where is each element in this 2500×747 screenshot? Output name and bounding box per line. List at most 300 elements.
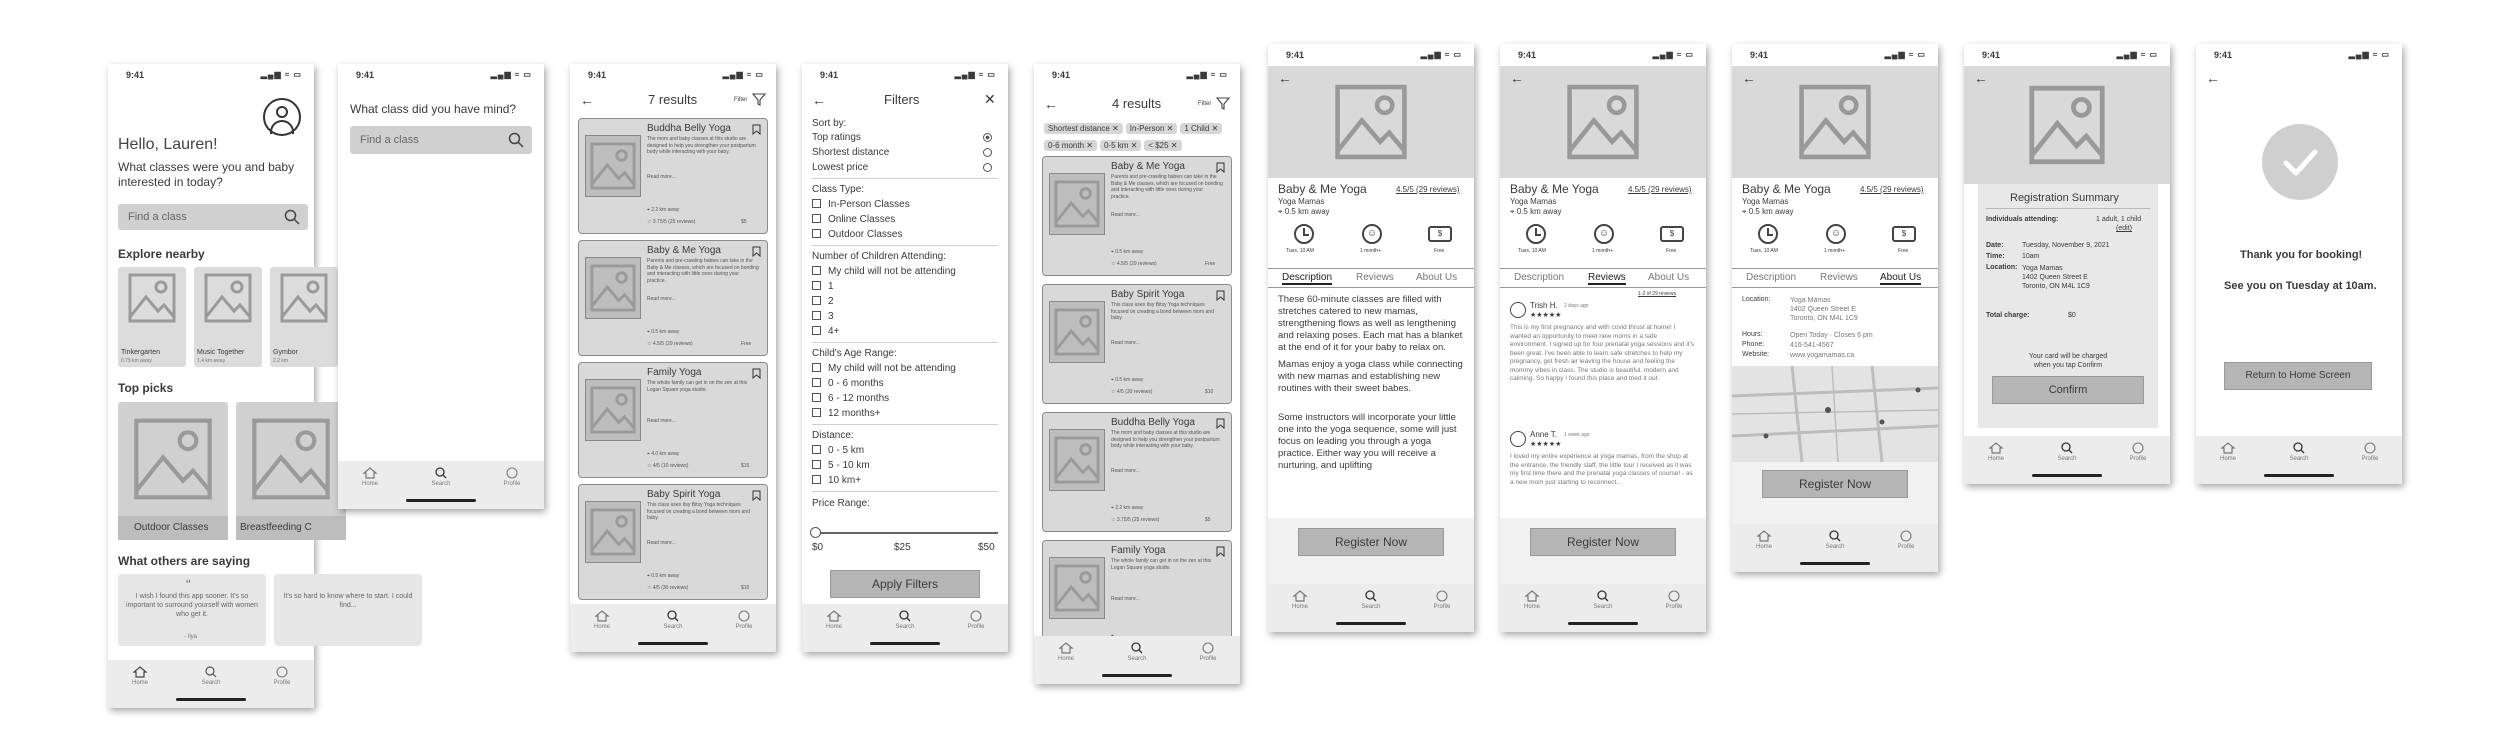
explore-card[interactable]: Gymbor 2.2 km [270, 267, 338, 367]
image-placeholder [1268, 66, 1474, 178]
distance-option[interactable]: 5 - 10 km [812, 460, 870, 471]
description-text: These 60-minute classes are filled with stretches catered to new mamas, strengthening flows as well as lengthening and relaxing poses. Each mat has a blanket at the end of it for your baby to relax on. [1278, 294, 1463, 353]
rating-link[interactable]: 4.5/5 (29 reviews) [1396, 185, 1460, 194]
testimonial-card: “ I wish I found this app sooner. It's so important to surround yourself with women who get it. - Ilya [118, 574, 266, 646]
class-name: Buddha Belly Yoga [1111, 417, 1195, 428]
tab-bar [1732, 524, 1938, 572]
filter-chip[interactable]: 0-6 month ✕ [1044, 140, 1097, 151]
tab-bar [570, 604, 776, 652]
image-placeholder-icon [280, 273, 328, 323]
tab-home[interactable]: Home [814, 610, 854, 630]
class-description: Parents and pre-crawling babies can take in the Baby & Me classes, which are focused on bonding and interacting with little ones during your practice. [647, 258, 759, 284]
register-now-button[interactable]: Register Now [1298, 528, 1444, 556]
tab-profile[interactable]: Profile [1188, 642, 1228, 662]
status-bar: 9:41 ▂▄▆ ≈ ▭ [1286, 50, 1462, 60]
rating-link[interactable]: 4.5/5 (29 reviews) [1628, 185, 1692, 194]
read-more-link[interactable]: Read more... [1111, 596, 1140, 602]
search-icon [205, 666, 217, 678]
divider [812, 342, 998, 343]
image-placeholder-icon [1798, 84, 1872, 160]
screen-filters: 9:41 ▂▄▆ ≈ ▭ ← Filters ✕ Sort by: Top ratings Shortest distance Lowest price Class Type: In-Person Classes Online Classes Outdoor Classes Number of Children Attending: My child will not be attending 1 2 3 4+ Child's Age Range: My child will not be attending 0 - 6 months 6 - 12 months 12 months+ Distance: 0 - 5 km 5 - 10 km 10 km+ Price Range: $0 $25 $50 Apply Filters Home Search Profile [802, 64, 1008, 652]
tab-search[interactable]: Search [885, 610, 925, 630]
description-text: Some instructors will incorporate your little one into the yoga sequence, some will just focus on leading you through a yoga practice. Either way you will receive a nurturing, and uplifting [1278, 412, 1457, 471]
rating: ☆ 4/5 (30 reviews) [1111, 389, 1153, 395]
price: $15 [741, 463, 750, 469]
filter-chip[interactable]: In-Person ✕ [1126, 123, 1178, 134]
status-bar: 9:41 ▂▄▆ ≈ ▭ [820, 70, 996, 80]
bookmark-icon[interactable] [1216, 546, 1225, 557]
screen-detail-reviews: 9:41 ▂▄▆ ≈ ▭ ← Baby & Me Yoga 4.5/5 (29 reviews) Yoga Mamas ⌖ 0.5 km away Tues, 10 AM ☺ 1 month+ $ Free Description Reviews About Us 1-2 of 29 reviews Trish H. 2 days ago ★★★★★ This is my first pregnancy and with covid thrust at home! I wanted an opportunity to meet new moms in a safe environment. I signed up for four prenatal yoga sessions and it's been great. I've been able to learn safe stretches to help my pregnancy, get fresh air leaving the house and feeling the mommy vibes in class. The studio is beautiful, modern and calming. So happy I found this place and tried it out. Anne T. 1 week ago ★★★★★ I loved my entire experience at yoga mamas, from the shop at the entrance, the friendly staff, the little tour I received as it was my first time there and the prenatal yoga classes of course! - as a new mom just starting to reconnect... Register Now Home Search Profile [1500, 44, 1706, 632]
tab-search[interactable]: Search [2047, 442, 2087, 462]
reviews-count: 1-2 of 29 reviews [1638, 291, 1677, 297]
class-description: This class uses Itsy Bitsy Yoga techniques focused on creating a bond between mom and baby. [647, 502, 750, 521]
image-placeholder-icon [1054, 308, 1100, 356]
reviewer-avatar [1510, 431, 1526, 447]
image-placeholder-icon [1334, 84, 1408, 160]
tab-profile[interactable]: Profile [956, 610, 996, 630]
sort-option[interactable]: Top ratings [812, 132, 861, 143]
image-placeholder-icon [133, 417, 213, 501]
status-bar: 9:41 ▂▄▆ ≈ ▭ [1052, 70, 1228, 80]
class-name: Baby & Me Yoga [1742, 182, 1831, 196]
distance: ⌖ 2.2 km away [1111, 505, 1144, 511]
bookmark-icon[interactable] [1216, 290, 1225, 301]
close-icon[interactable]: ✕ [984, 91, 996, 107]
class-name: Baby Spirit Yoga [647, 489, 721, 500]
image-placeholder-icon [128, 273, 176, 323]
type-option[interactable]: Outdoor Classes [812, 229, 902, 240]
rating: ☆ 4/5 (10 reviews) [647, 463, 689, 469]
class-name: Baby & Me Yoga [1278, 182, 1367, 196]
review-text: This is my first pregnancy and with covid thrust at home! I wanted an opportunity to meet new moms in a safe environment. I signed up for four prenatal yoga sessions and it's been great. I've been able to learn safe stretches to help my pregnancy, get fresh air leaving the house and feeling the mommy vibes in class. The studio is beautiful, modern and calming. So happy I found this place and tried it out. [1510, 324, 1695, 382]
back-arrow-icon[interactable]: ← [580, 92, 594, 108]
search-icon [1131, 642, 1143, 654]
back-arrow-icon[interactable]: ← [812, 92, 826, 108]
studio-name: Yoga Mamas [1510, 197, 1557, 206]
read-more-link[interactable]: Read more... [647, 174, 676, 180]
tab-profile[interactable]: Profile [1422, 590, 1462, 610]
filter-chip[interactable]: Shortest distance ✕ [1044, 123, 1123, 134]
tab-1[interactable]: Reviews [1588, 272, 1626, 283]
search-prompt: What class did you have mind? [350, 102, 517, 116]
checkbox[interactable] [812, 214, 821, 223]
tab-home[interactable]: Home [1976, 442, 2016, 462]
clock-icon [1294, 224, 1314, 244]
star-rating: ★★★★★ [1530, 441, 1562, 448]
tab-bar [338, 461, 544, 509]
profile-icon [2132, 442, 2144, 454]
distance: ⌖ 0.5 km away [1742, 207, 1794, 216]
class-name: Baby & Me Yoga [647, 245, 721, 256]
class-name: Baby & Me Yoga [1510, 182, 1599, 196]
tab-search[interactable]: Search [1117, 642, 1157, 662]
tab-profile[interactable]: Profile [1654, 590, 1694, 610]
age-option[interactable]: 6 - 12 months [812, 393, 889, 404]
search-icon[interactable] [284, 209, 300, 225]
age-option[interactable]: 12 months+ [812, 408, 881, 419]
sort-radio-selected[interactable] [983, 133, 992, 142]
distance-option[interactable]: 0 - 5 km [812, 445, 864, 456]
divider [812, 491, 998, 492]
back-arrow-icon[interactable]: ← [2206, 70, 2220, 86]
rating: ☆ 3.75/5 (25 reviews) [647, 219, 696, 225]
greeting: Hello, Lauren! [118, 136, 218, 153]
tab-home[interactable]: Home [120, 666, 160, 686]
tab-bar [1034, 636, 1240, 684]
rating-link[interactable]: 4.5/5 (29 reviews) [1860, 185, 1924, 194]
bookmark-icon[interactable] [752, 246, 761, 257]
image-placeholder-icon [1054, 180, 1100, 228]
clock-icon [1758, 224, 1778, 244]
bookmark-icon[interactable] [1216, 162, 1225, 173]
checkbox[interactable] [812, 229, 821, 238]
bookmark-icon[interactable] [752, 124, 761, 135]
result-card[interactable] [1042, 412, 1232, 532]
distance: ⌖ 0.5 km away [1278, 207, 1330, 216]
tab-0[interactable]: Description [1282, 272, 1333, 283]
screen-results [570, 64, 776, 652]
profile-icon [1900, 530, 1912, 542]
home-indicator [176, 698, 246, 701]
result-card[interactable] [578, 118, 768, 234]
children-option[interactable]: 1 [812, 281, 834, 292]
image-placeholder-icon [1566, 84, 1640, 160]
distance-option[interactable]: 10 km+ [812, 475, 861, 486]
children-option[interactable]: 3 [812, 311, 834, 322]
testimonial-card: It's so hard to know where to start. I could find... [274, 574, 422, 646]
price-tag-icon: $ [1660, 226, 1684, 242]
distance: ⌖ 0.5 km away [647, 573, 680, 579]
studio-name: Yoga Mamas [1278, 197, 1325, 206]
profile-icon [506, 467, 518, 479]
price: $10 [1205, 389, 1214, 395]
search-box[interactable] [118, 204, 308, 230]
tab-2[interactable]: About Us [1416, 272, 1458, 283]
class-name: Baby Spirit Yoga [1111, 289, 1185, 300]
tab-bar [1500, 584, 1706, 632]
top-picks-heading: Top picks [118, 381, 174, 395]
age-option[interactable]: 0 - 6 months [812, 378, 884, 389]
back-arrow-icon[interactable]: ← [1974, 70, 1988, 86]
read-more-link[interactable]: Read more... [647, 418, 676, 424]
back-arrow-icon[interactable]: ← [1510, 70, 1524, 86]
search-icon [667, 610, 679, 622]
tab-2[interactable]: About Us [1880, 272, 1922, 283]
image-placeholder-icon [590, 386, 636, 434]
tab-home[interactable]: Home [1512, 590, 1552, 610]
image-placeholder-icon [1054, 564, 1100, 612]
tab-profile[interactable]: Profile [2350, 442, 2390, 462]
image-placeholder [1500, 66, 1706, 178]
home-indicator [1568, 622, 1638, 625]
thank-you-text: Thank you for booking! [2240, 249, 2363, 261]
search-icon [1829, 530, 1841, 542]
divider [812, 245, 998, 246]
home-indicator [406, 499, 476, 502]
type-option[interactable]: In-Person Classes [812, 199, 910, 210]
filter-chip[interactable]: < $25 ✕ [1144, 140, 1181, 151]
tab-bar [802, 604, 1008, 652]
screen-home [108, 64, 413, 708]
location-map[interactable] [1732, 366, 1938, 462]
profile-icon [1436, 590, 1448, 602]
tab-search[interactable]: Search [2279, 442, 2319, 462]
children-option[interactable]: 2 [812, 296, 834, 307]
home-indicator [2264, 474, 2334, 477]
class-name: Family Yoga [1111, 545, 1166, 556]
search-input[interactable]: Find a class [128, 211, 187, 223]
search-box[interactable] [350, 126, 532, 154]
image-placeholder [1049, 173, 1105, 235]
home-indicator [1102, 674, 1172, 677]
result-card[interactable] [1042, 284, 1232, 404]
checkbox[interactable] [812, 199, 821, 208]
price-slider-handle[interactable] [810, 527, 821, 538]
price: Free [741, 341, 752, 347]
tab-profile[interactable]: Profile [1886, 530, 1926, 550]
screen-detail-description: 9:41 ▂▄▆ ≈ ▭ ← Baby & Me Yoga 4.5/5 (29 reviews) Yoga Mamas ⌖ 0.5 km away Tues, 10 AM ☺ 1 month+ $ Free Description Reviews About Us These 60-minute classes are filled with stretches catered to new mamas, strengthening flows as well as lengthening and relaxing poses. Each mat has a blanket at the end of it for your baby to relax on. Mamas enjoy a yoga class while connecting with new mamas and establishing new routines with their sweet babes. Some instructors will incorporate your little one into the yoga sequence, some will just focus on leading you through a yoga practice. Either way you will receive a nurturing, and uplifting Register Now Home Search Profile [1268, 44, 1474, 632]
rating: ☆ 3.75/5 (25 reviews) [1111, 517, 1160, 523]
tab-1[interactable]: Reviews [1356, 272, 1394, 283]
children-option[interactable]: My child will not be attending [812, 266, 956, 277]
status-bar: 9:41 ▂▄▆ ≈ ▭ [1982, 50, 2158, 60]
studio-name: Yoga Mamas [1742, 197, 1789, 206]
tab-search[interactable]: Search [1583, 590, 1623, 610]
image-placeholder [1964, 66, 2170, 184]
image-placeholder-icon [590, 264, 636, 312]
read-more-link[interactable]: Read more... [1111, 468, 1140, 474]
class-name: Family Yoga [647, 367, 702, 378]
tab-profile[interactable]: Profile [492, 467, 532, 487]
image-placeholder [1049, 301, 1105, 363]
class-description: The mom and baby classes at this studio are designed to help you strengthen your postpartum body while interacting with your baby. [1111, 430, 1220, 449]
baby-icon: ☺ [1362, 224, 1382, 244]
search-input[interactable]: Find a class [360, 134, 419, 146]
star-rating: ★★★★★ [1530, 312, 1562, 319]
profile-icon [970, 610, 982, 622]
image-placeholder [585, 501, 641, 563]
tab-home[interactable]: Home [350, 467, 390, 487]
see-you-text: See you on Tuesday at 10am. [2224, 280, 2377, 292]
reviews-heading: What others are saying [118, 554, 251, 568]
reviewer-avatar [1510, 302, 1526, 318]
image-placeholder-icon [251, 417, 331, 501]
distance: ⌖ 0.5 km away [1510, 207, 1562, 216]
home-icon [1525, 590, 1539, 602]
explore-card[interactable]: Music Together 1.4 km away [194, 267, 262, 367]
home-icon [595, 610, 609, 622]
read-more-link[interactable]: Read more... [647, 296, 676, 302]
home-icon [363, 467, 377, 479]
read-more-link[interactable]: Read more... [1111, 212, 1140, 218]
baby-icon: ☺ [1826, 224, 1846, 244]
tab-home[interactable]: Home [2208, 442, 2248, 462]
image-placeholder [585, 379, 641, 441]
tab-0[interactable]: Description [1514, 272, 1565, 283]
distance: ⌖ 2.2 km away [647, 207, 680, 213]
tab-search[interactable]: Search [1351, 590, 1391, 610]
bookmark-icon[interactable] [752, 490, 761, 501]
sort-option[interactable]: Lowest price [812, 162, 869, 173]
price-tag-icon: $ [1428, 226, 1452, 242]
register-now-button[interactable]: Register Now [1530, 528, 1676, 556]
home-indicator [638, 642, 708, 645]
read-more-link[interactable]: Read more... [1111, 340, 1140, 346]
status-bar: 9:41 ▂▄▆ ≈ ▭ [2214, 50, 2390, 60]
rating: ☆ 4/5 (30 reviews) [647, 585, 689, 591]
edit-link[interactable]: (edit) [2116, 225, 2132, 232]
home-indicator [1800, 562, 1870, 565]
image-placeholder-icon [204, 273, 252, 323]
result-card[interactable] [578, 362, 768, 478]
distance: ⌖ 0.5 km away [647, 329, 680, 335]
tab-1[interactable]: Reviews [1820, 272, 1858, 283]
reviewer-name: Anne T. [1530, 430, 1557, 439]
checkmark-icon [2262, 124, 2338, 200]
result-card[interactable] [1042, 156, 1232, 276]
profile-icon [1668, 590, 1680, 602]
home-icon [1989, 442, 2003, 454]
filter-icon[interactable] [1216, 97, 1230, 110]
divider [812, 424, 998, 425]
home-icon [1293, 590, 1307, 602]
status-bar: 9:41 ▂▄▆ ≈ ▭ [1750, 50, 1926, 60]
search-icon [899, 610, 911, 622]
tab-home[interactable]: Home [582, 610, 622, 630]
result-card[interactable] [578, 240, 768, 356]
summary-title: Registration Summary [2010, 192, 2119, 204]
class-description: The whole family can get in on the zen at this Logan Square yoga studio. [1111, 558, 1212, 571]
search-icon [2061, 442, 2073, 454]
price-tag-icon: $ [1892, 226, 1916, 242]
top-pick-card[interactable]: Outdoor Classes [118, 402, 228, 540]
image-placeholder [1049, 557, 1105, 619]
search-icon [435, 467, 447, 479]
price: $5 [741, 219, 747, 225]
result-card[interactable] [578, 484, 768, 600]
tab-profile[interactable]: Profile [724, 610, 764, 630]
tab-bar [1964, 436, 2170, 484]
class-name: Buddha Belly Yoga [647, 123, 731, 134]
home-indicator [870, 642, 940, 645]
quote-icon: “ [186, 576, 191, 592]
home-icon [133, 666, 147, 678]
review-text: I loved my entire experience at yoga mamas, from the shop at the entrance, the friendly staff, the little tour I received as it was my first time there and the prenatal yoga classes of course! - as a new mom just starting to reconnect... [1510, 453, 1693, 486]
tab-home[interactable]: Home [1744, 530, 1784, 550]
status-bar: 9:41 ▂▄▆ ≈ ▭ [1518, 50, 1694, 60]
avatar-icon[interactable] [263, 98, 301, 136]
apply-filters-button[interactable]: Apply Filters [830, 570, 980, 598]
active-filters [1044, 135, 1240, 153]
children-option[interactable]: 4+ [812, 326, 839, 337]
image-placeholder [585, 257, 641, 319]
back-arrow-icon[interactable]: ← [1044, 96, 1058, 112]
home-icon [2221, 442, 2235, 454]
image-placeholder-icon [2028, 85, 2106, 165]
top-pick-card[interactable]: Breastfeeding C [236, 402, 346, 540]
filter-chip[interactable]: 0-5 km ✕ [1100, 140, 1141, 151]
class-description: Parents and pre-crawling babies can take in the Baby & Me classes, which are focused on bonding and interacting with little ones during your practice. [1111, 174, 1223, 200]
bookmark-icon[interactable] [1216, 418, 1225, 429]
home-indicator [2032, 474, 2102, 477]
tab-search[interactable]: Search [191, 666, 231, 686]
profile-icon [276, 666, 288, 678]
tab-2[interactable]: About Us [1648, 272, 1690, 283]
type-option[interactable]: Online Classes [812, 214, 895, 225]
filter-chip[interactable]: 1 Child ✕ [1180, 123, 1222, 134]
tab-profile[interactable]: Profile [262, 666, 302, 686]
tab-home[interactable]: Home [1046, 642, 1086, 662]
screen-detail-about: 9:41 ▂▄▆ ≈ ▭ ← Baby & Me Yoga 4.5/5 (29 reviews) Yoga Mamas ⌖ 0.5 km away Tues, 10 AM ☺ 1 month+ $ Free Description Reviews About Us Location: Yoga Mamas 1402 Queen Street E Toronto, ON M4L 1C9 Hours: Open Today · Closes 6 pm Phone: 416-541-4567 Website: www.yogamamas.ca Register Now Home Search Profile [1732, 44, 1938, 572]
status-bar: 9:41 ▂▄▆ ≈ ▭ [356, 70, 532, 80]
explore-card[interactable]: Tinkergarten 0.75 km away [118, 267, 186, 367]
sort-radio[interactable] [983, 148, 992, 157]
tab-search[interactable]: Search [421, 467, 461, 487]
tab-home[interactable]: Home [1280, 590, 1320, 610]
tab-bar [108, 660, 314, 708]
profile-icon [738, 610, 750, 622]
home-icon [827, 610, 841, 622]
profile-icon [2364, 442, 2376, 454]
reviewer-name: Trish H. [1530, 301, 1558, 310]
filter-label[interactable]: Filter [1198, 101, 1212, 107]
class-description: The whole family can get in on the zen at this Logan Square yoga studio. [647, 380, 748, 393]
tab-profile[interactable]: Profile [2118, 442, 2158, 462]
rating: ☆ 4.5/5 (29 reviews) [1111, 261, 1157, 267]
active-filters [1044, 118, 1240, 136]
confirm-button[interactable]: Confirm [1992, 376, 2144, 404]
home-indicator [1336, 622, 1406, 625]
distance: ⌖ 0.5 km away [1111, 249, 1144, 255]
price-slider-track[interactable] [812, 532, 998, 534]
tab-bar [1268, 584, 1474, 632]
screen-search [338, 64, 544, 509]
tab-search[interactable]: Search [1815, 530, 1855, 550]
back-arrow-icon[interactable]: ← [1278, 70, 1292, 86]
sort-radio[interactable] [983, 163, 992, 172]
register-now-button[interactable]: Register Now [1762, 470, 1908, 498]
summary-card: Registration Summary Individuals attending: 1 adult, 1 child (edit) Date: Tuesday, November 9, 2021 Time: 10am Location: Yoga Mamas 1402 Queen Street E Toronto, ON M4L 1C9 Total charge: $0 Your card will be charged when you tap Confirm Confirm [1978, 184, 2158, 428]
screen-registration-summary [1964, 44, 2170, 484]
tab-bar [2196, 436, 2402, 484]
image-placeholder-icon [590, 508, 636, 556]
screen-booking-confirmation [2196, 44, 2402, 484]
tab-0[interactable]: Description [1746, 272, 1797, 283]
filter-label[interactable]: Filter [734, 97, 748, 103]
results-title: 7 results [648, 92, 698, 107]
screen-filtered-results [1034, 64, 1240, 684]
distance: ⌖ 0.5 km away [1111, 377, 1144, 383]
image-placeholder [1049, 429, 1105, 491]
sort-option[interactable]: Shortest distance [812, 147, 890, 158]
bookmark-icon[interactable] [752, 368, 761, 379]
read-more-link[interactable]: Read more... [647, 540, 676, 546]
results-title: 4 results [1112, 96, 1162, 111]
description-text: Mamas enjoy a yoga class while connecting with new mamas and establishing new routines with their sweet babes. [1278, 359, 1463, 394]
search-icon[interactable] [508, 132, 524, 148]
image-placeholder-icon [1054, 436, 1100, 484]
tab-search[interactable]: Search [653, 610, 693, 630]
baby-icon: ☺ [1594, 224, 1614, 244]
price: $10 [741, 585, 750, 591]
home-icon [1059, 642, 1073, 654]
age-option[interactable]: My child will not be attending [812, 363, 956, 374]
filter-icon[interactable] [752, 93, 766, 106]
return-home-button[interactable]: Return to Home Screen [2224, 362, 2372, 390]
back-arrow-icon[interactable]: ← [1742, 70, 1756, 86]
clock-icon [1526, 224, 1546, 244]
home-icon [1757, 530, 1771, 542]
